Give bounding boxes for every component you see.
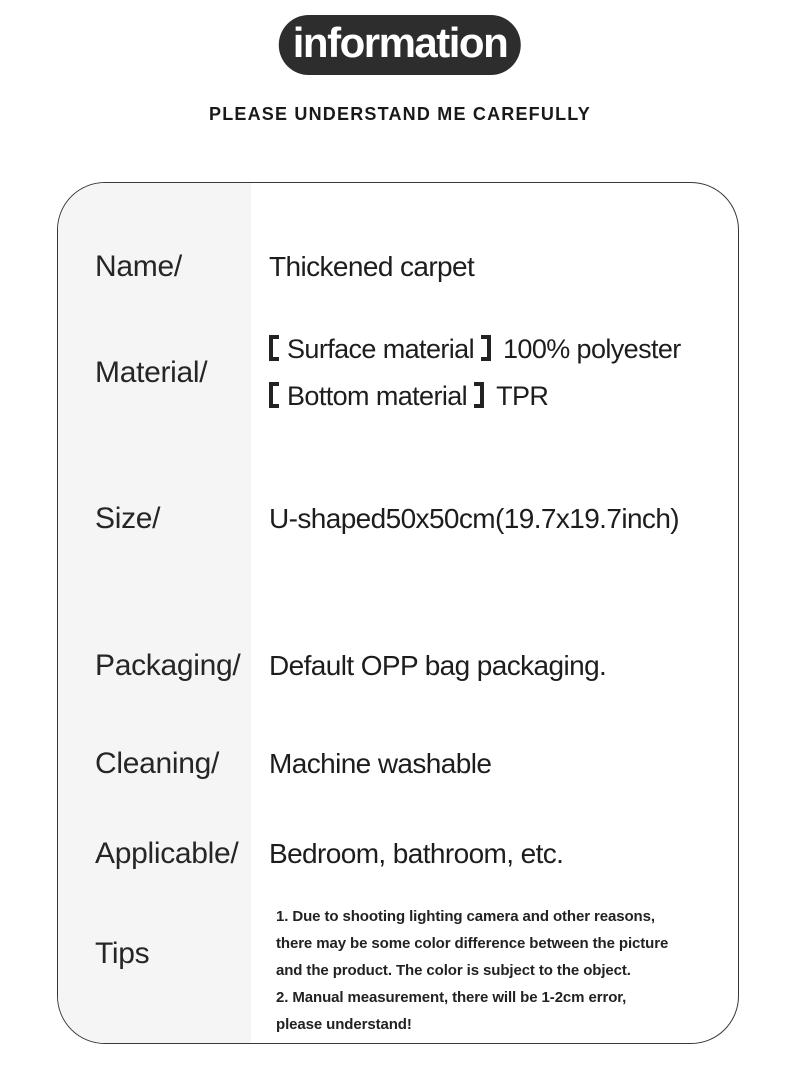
information-badge <box>279 15 521 75</box>
row-label: Tips <box>95 937 150 970</box>
row-value: Thickened carpet <box>269 251 475 282</box>
subtitle: PLEASE UNDERSTAND ME CAREFULLY <box>208 104 592 124</box>
row-label: Cleaning/ <box>95 747 220 780</box>
row-label: Packaging/ <box>95 649 241 682</box>
lenticular-bracket-open-icon <box>269 333 284 363</box>
label-column-background <box>58 183 251 1043</box>
material-line-bottom <box>269 380 548 412</box>
tips-line: and the product. The color is subject to the object. <box>276 962 631 979</box>
lenticular-bracket-close-icon <box>476 333 491 363</box>
material-tag: Surface material <box>287 334 474 364</box>
material-value: 100% polyester <box>502 334 681 364</box>
tips-text <box>276 903 716 1038</box>
lenticular-bracket-open-icon <box>269 380 284 410</box>
info-card <box>57 182 739 1044</box>
tips-line: please understand! <box>276 1016 412 1033</box>
information-badge-label: information <box>292 19 508 66</box>
row-label: Material/ <box>95 356 208 389</box>
material-line-surface <box>269 333 681 365</box>
material-value: TPR <box>496 381 549 411</box>
material-tag: Bottom material <box>287 381 468 411</box>
tips-line: there may be some color difference between the picture <box>276 935 669 952</box>
row-value: Bedroom, bathroom, etc. <box>269 838 564 869</box>
row-label: Name/ <box>95 250 182 283</box>
row-value: Default OPP bag packaging. <box>269 650 607 681</box>
row-value: Machine washable <box>269 748 492 779</box>
tips-line: 2. Manual measurement, there will be 1-2cm error, <box>276 989 627 1006</box>
row-label: Size/ <box>95 502 161 535</box>
row-label: Applicable/ <box>95 837 239 870</box>
row-value: U-shaped50x50cm(19.7x19.7inch) <box>269 503 680 534</box>
lenticular-bracket-close-icon <box>469 380 484 410</box>
tips-line: 1. Due to shooting lighting camera and other reasons, <box>276 908 655 925</box>
